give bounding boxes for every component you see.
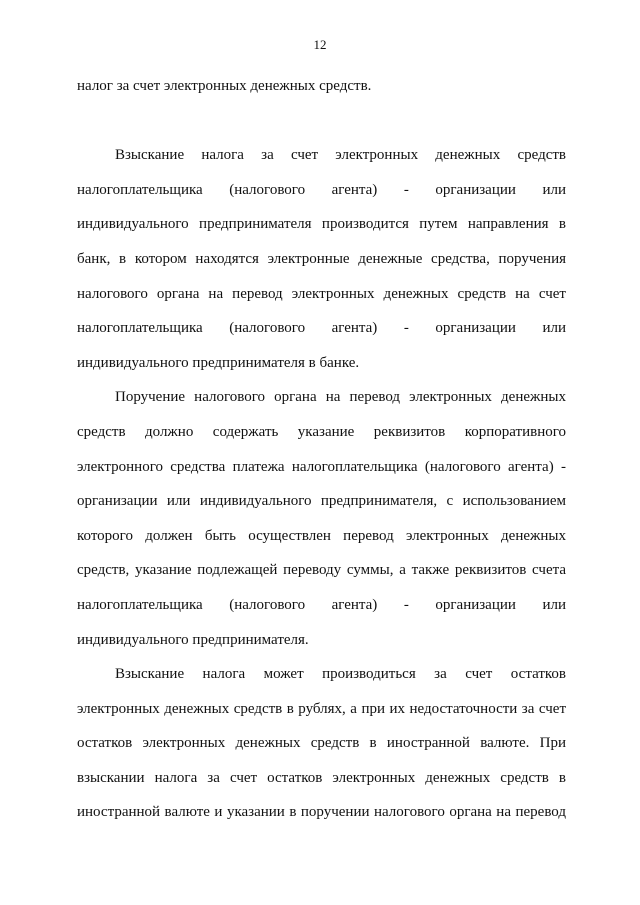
text-line: налог за счет электронных денежных средств. [77, 78, 372, 94]
text-line: налогоплательщика (налогового агента) - организации или [77, 596, 566, 613]
text-line: банк, в котором находятся электронные денежные средства, поручения [77, 250, 566, 267]
document-body [77, 69, 566, 830]
text-line: налогоплательщика (налогового агента) - организации или [77, 320, 566, 337]
text-line: индивидуального предпринимателя в банке. [77, 354, 360, 371]
text-line: налогоплательщика (налогового агента) - организации или [77, 181, 566, 198]
text-line: взыскании налога за счет остатков электронных денежных средств в [77, 769, 566, 786]
page-number: 12 [313, 37, 327, 52]
text-line: индивидуального предпринимателя. [77, 631, 309, 648]
text-line: индивидуального предпринимателя производится путем направления в [77, 216, 566, 233]
text-line: Поручение налогового органа на перевод электронных денежных [115, 389, 566, 406]
text-line: иностранной валюте и указании в поручении налогового органа на перевод [77, 804, 566, 821]
text-line: средств должно содержать указание реквизитов корпоративного [77, 423, 566, 440]
text-line: средств, указание подлежащей переводу суммы, а также реквизитов счета [77, 562, 566, 579]
text-line: остатков электронных денежных средств в иностранной валюте. При [77, 735, 566, 752]
paragraph-gap [77, 104, 566, 139]
text-line: организации или индивидуального предпринимателя, с использованием [77, 493, 566, 510]
text-line: электронного средства платежа налогоплательщика (налогового агента) - [77, 458, 566, 475]
text-line: Взыскание налога за счет электронных денежных средств [115, 147, 566, 164]
text-line: Взыскание налога может производиться за счет остатков [115, 666, 566, 683]
text-line: которого должен быть осуществлен перевод электронных денежных [77, 527, 566, 544]
text-line: налогового органа на перевод электронных денежных средств на счет [77, 285, 566, 302]
text-line: электронных денежных средств в рублях, а при их недостаточности за счет [77, 700, 566, 717]
